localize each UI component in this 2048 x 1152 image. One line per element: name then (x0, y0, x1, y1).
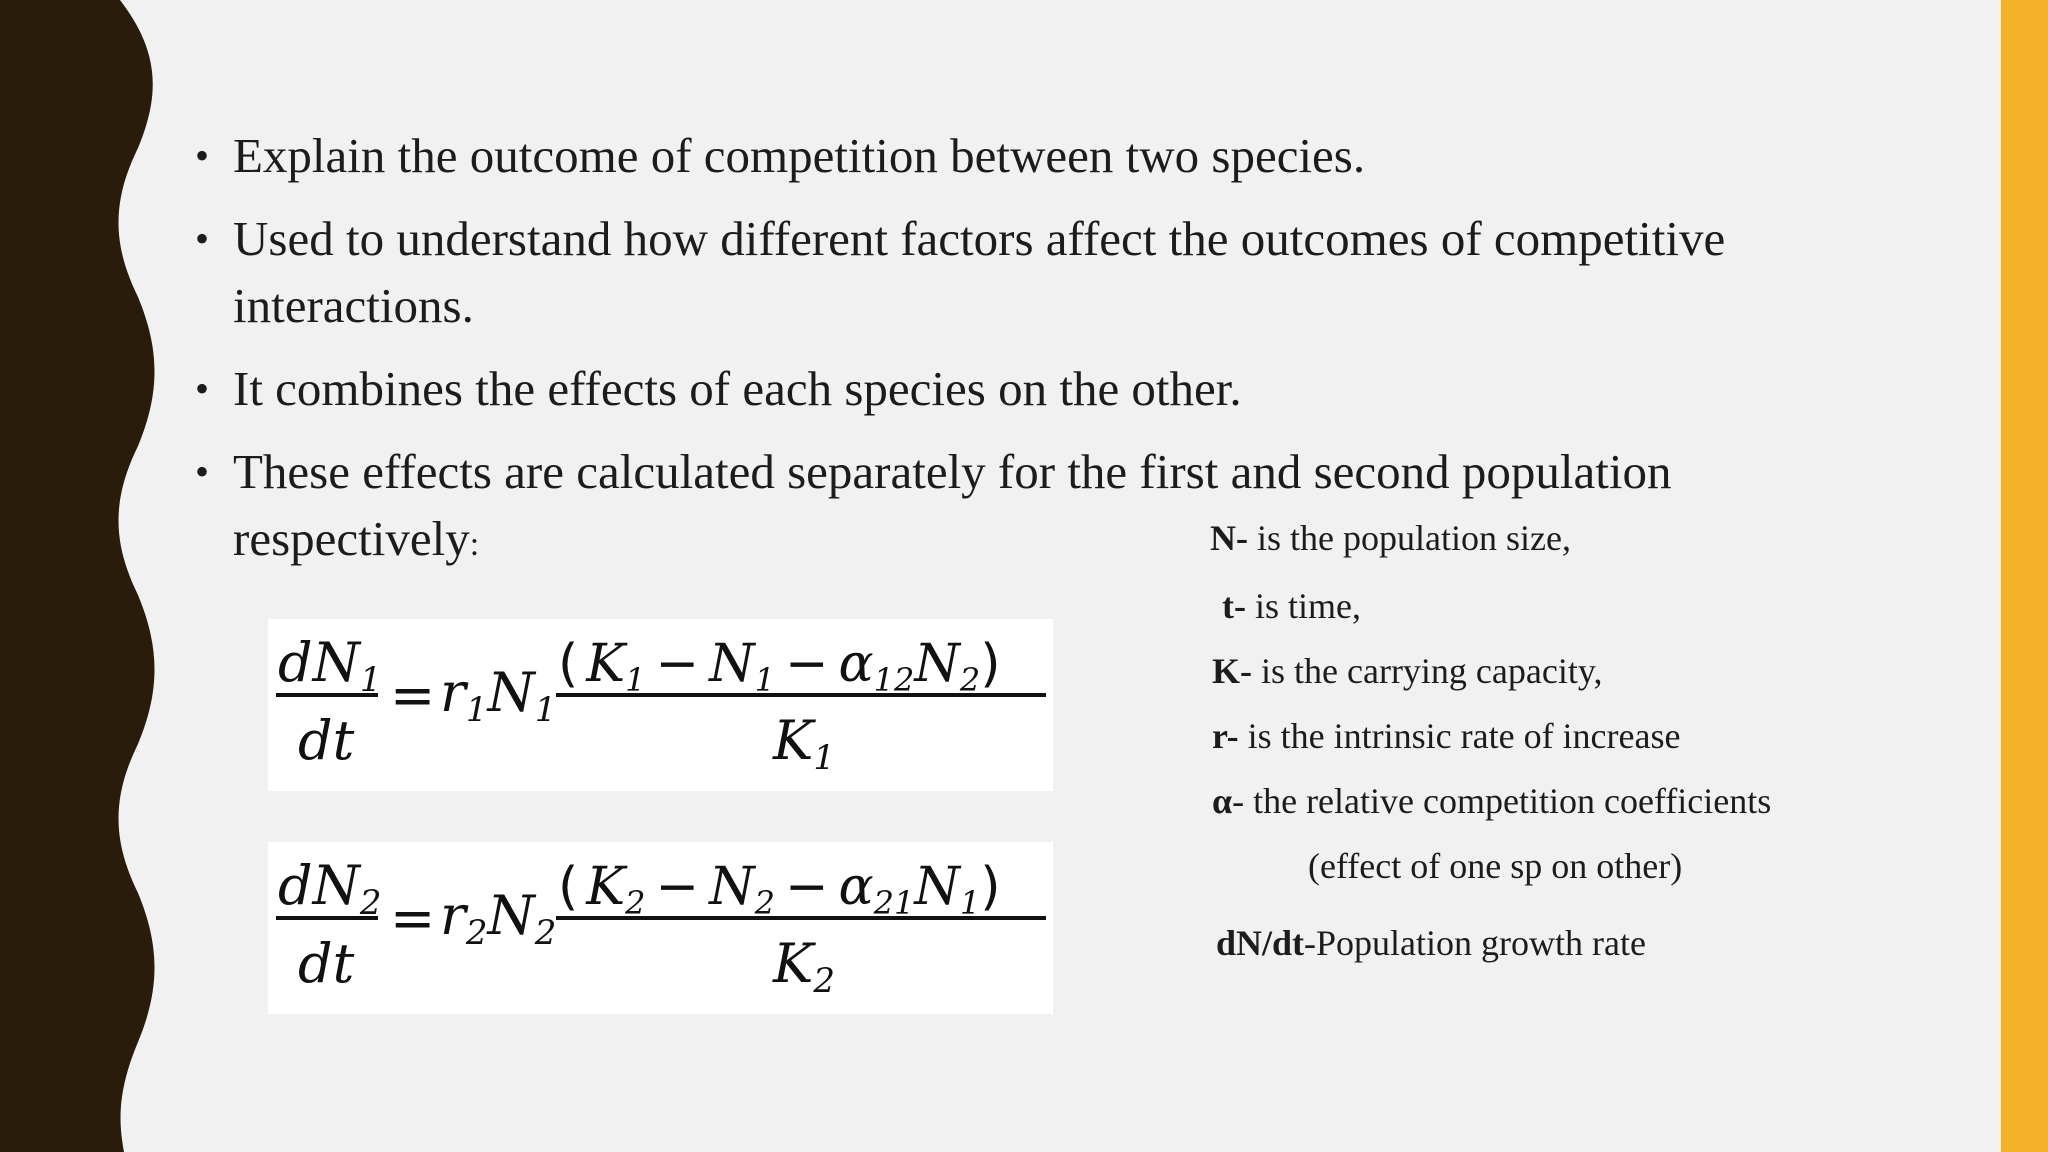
left-wavy-border (0, 0, 160, 1152)
legend-dndt: dN/dt-Population growth rate (1216, 923, 1646, 963)
legend-alpha: α- the relative competition coefficients (1212, 781, 1772, 821)
bullet-item (195, 355, 1835, 422)
legend-alpha-note: (effect of one sp on other) (1308, 846, 1683, 886)
eq1-equals: = (390, 664, 436, 727)
eq2-denominator: dt (298, 932, 355, 995)
bullet-item (195, 205, 1835, 339)
eq1-bottom-denominator: K1 (773, 709, 835, 778)
equation-species-1 (268, 619, 1053, 791)
bullet-text: Used to understand how different factors affect the outcomes of competitive interactions. (233, 211, 1726, 333)
legend-r: r- is the intrinsic rate of increase (1212, 716, 1681, 756)
eq2-bottom-denominator: K2 (773, 932, 835, 1001)
bullet-text: Explain the outcome of competition between two species. (233, 128, 1366, 183)
bullet-colon: : (469, 526, 480, 563)
eq1-top-numerator: ( K1 − N1 − α12N2) (558, 634, 1001, 699)
right-accent-bar (2001, 0, 2048, 1152)
eq2-equals: = (390, 887, 436, 950)
legend-t: t- is time, (1222, 586, 1361, 626)
eq2-top-numerator: ( K2 − N2 − α21N1) (558, 857, 1001, 922)
legend-n: N- is the population size, (1210, 518, 1571, 558)
eq1-r-n-term: r1N1 (440, 661, 557, 730)
bullet-list (195, 122, 1835, 594)
bullet-item (195, 122, 1835, 189)
bullet-text: It combines the effects of each species on the other. (233, 361, 1242, 416)
eq1-denominator: dt (298, 709, 355, 772)
legend-k: K- is the carrying capacity, (1212, 651, 1603, 691)
bullet-item (195, 438, 1835, 578)
equation-species-2 (268, 842, 1053, 1014)
eq1-numerator: dN1 (278, 631, 382, 700)
eq2-numerator: dN2 (278, 854, 382, 923)
bullet-text: These effects are calculated separately for the first and second population respectively (233, 444, 1672, 566)
eq2-r-n-term: r2N2 (440, 884, 557, 953)
